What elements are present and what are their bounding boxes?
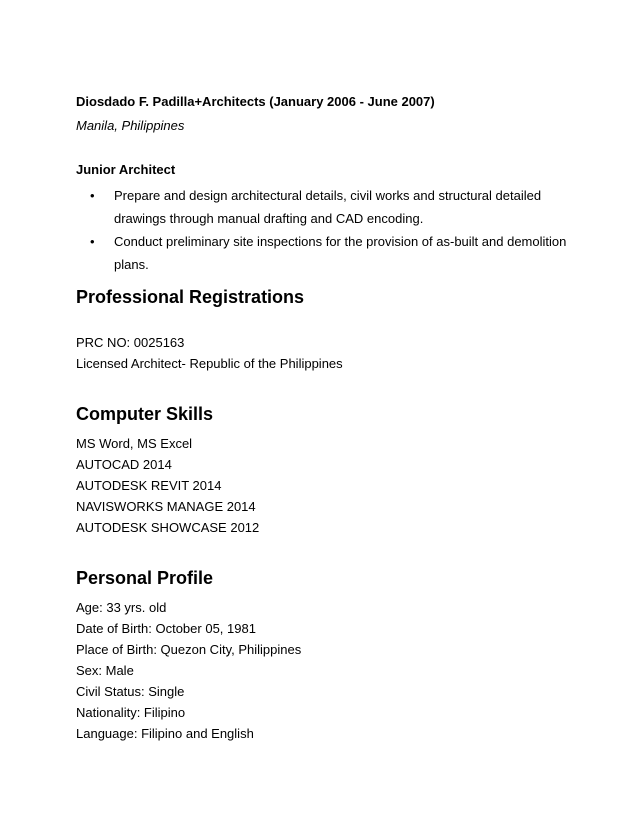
bullet-icon: • <box>90 234 95 249</box>
profile-line: Place of Birth: Quezon City, Philippines <box>76 642 302 657</box>
duty-item <box>76 230 596 276</box>
skills-section <box>76 433 596 538</box>
skill-line: AUTOCAD 2014 <box>76 457 172 472</box>
skill-line: AUTODESK SHOWCASE 2012 <box>76 520 260 535</box>
skill-line: NAVISWORKS MANAGE 2014 <box>76 499 256 514</box>
registrations-section <box>76 332 596 374</box>
skill-line: AUTODESK REVIT 2014 <box>76 478 222 493</box>
bullet-icon: • <box>90 188 95 203</box>
resume-page <box>76 93 596 744</box>
duty-line: drawings through manual drafting and CAD encoding. <box>114 211 424 226</box>
profile-heading: Personal Profile <box>76 568 214 588</box>
registrations-heading: Professional Registrations <box>76 287 305 307</box>
skills-heading: Computer Skills <box>76 404 214 424</box>
profile-line: Date of Birth: October 05, 1981 <box>76 621 256 636</box>
profile-line: Language: Filipino and English <box>76 726 254 741</box>
duties-list <box>76 184 596 276</box>
position-title: Junior Architect <box>76 162 176 177</box>
skill-line: MS Word, MS Excel <box>76 436 193 451</box>
profile-line: Nationality: Filipino <box>76 705 186 720</box>
profile-section <box>76 597 596 744</box>
registration-line: PRC NO: 0025163 <box>76 335 185 350</box>
profile-line: Age: 33 yrs. old <box>76 600 167 615</box>
duty-line: plans. <box>114 257 149 272</box>
duty-line: Conduct preliminary site inspections for the provision of as-built and demolition <box>114 234 567 249</box>
employer-location: Manila, Philippines <box>76 118 185 133</box>
profile-line: Sex: Male <box>76 663 134 678</box>
duty-line: Prepare and design architectural details, civil works and structural detailed <box>114 188 542 203</box>
duty-item <box>76 184 596 230</box>
employer-heading: Diosdado F. Padilla+Architects (January 2006 - June 2007) <box>76 94 435 109</box>
registration-line: Licensed Architect- Republic of the Philippines <box>76 356 343 371</box>
profile-line: Civil Status: Single <box>76 684 185 699</box>
